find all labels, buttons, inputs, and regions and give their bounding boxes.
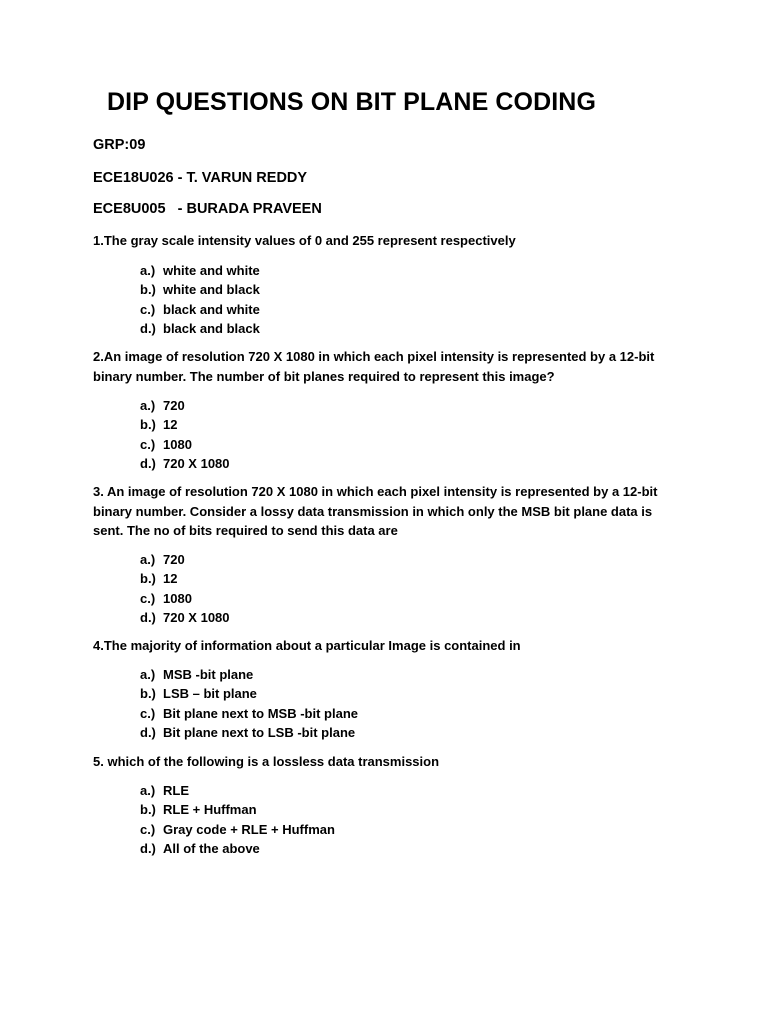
option-d — [140, 454, 230, 473]
option-a — [140, 665, 358, 684]
option-c — [140, 589, 230, 608]
option-a — [140, 261, 260, 280]
option-text: white and black — [163, 282, 260, 298]
question-4: 4.The majority of information about a particular Image is contained in — [93, 638, 521, 653]
question-2: 2.An image of resolution 720 X 1080 in which each pixel intensity is represented by a 12-bit binary number. The number of bit planes required to represent this image? — [93, 349, 655, 384]
option-letter: a.) — [140, 552, 156, 567]
option-letter: b.) — [140, 282, 156, 298]
option-letter: b.) — [140, 802, 156, 818]
option-letter: c.) — [140, 301, 156, 317]
option-letter: d.) — [140, 840, 156, 856]
option-letter: d.) — [140, 724, 156, 740]
option-text: 720 — [163, 552, 185, 567]
option-letter: d.) — [140, 320, 156, 336]
option-letter: b.) — [140, 571, 156, 587]
option-text: LSB – bit plane — [163, 686, 257, 702]
option-letter: b.) — [140, 417, 156, 433]
group-number: GRP:09 — [93, 137, 146, 153]
option-d — [140, 319, 260, 338]
option-text: MSB -bit plane — [163, 667, 254, 682]
option-letter: b.) — [140, 686, 156, 702]
question-3: 3. An image of resolution 720 X 1080 in which each pixel intensity is represented by a 12-bit binary number. Consider a lossy data transmission in which only the MSB bit plane data is sent. The no of bits required to send this data are — [93, 484, 658, 538]
option-letter: a.) — [140, 263, 156, 278]
document-title: DIP QUESTIONS ON BIT PLANE CODING — [107, 88, 596, 116]
option-letter: a.) — [140, 398, 156, 413]
option-text: Bit plane next to MSB -bit plane — [163, 705, 359, 721]
option-d — [140, 608, 230, 627]
option-text: 720 X 1080 — [163, 609, 230, 625]
option-c — [140, 820, 335, 839]
question-4-options — [140, 665, 358, 742]
question-3-options — [140, 550, 230, 627]
question-1: 1.The gray scale intensity values of 0 and 255 represent respectively — [93, 233, 516, 248]
option-a — [140, 550, 230, 569]
option-b — [140, 684, 358, 703]
option-letter: c.) — [140, 590, 156, 606]
option-b — [140, 569, 230, 588]
option-letter: a.) — [140, 783, 156, 798]
option-letter: c.) — [140, 821, 156, 837]
member-1: ECE18U026 - T. VARUN REDDY — [93, 170, 308, 186]
option-text: 720 — [163, 398, 185, 413]
option-text: 1080 — [163, 590, 192, 606]
option-text: white and white — [163, 263, 260, 278]
option-text: 12 — [163, 571, 178, 587]
question-5: 5. which of the following is a lossless data transmission — [93, 754, 440, 769]
option-d — [140, 839, 335, 858]
option-c — [140, 300, 260, 319]
option-d — [140, 723, 358, 742]
option-a — [140, 781, 335, 800]
question-2-options — [140, 396, 230, 473]
option-b — [140, 280, 260, 299]
option-letter: d.) — [140, 609, 156, 625]
option-b — [140, 800, 335, 819]
option-text: 1080 — [163, 436, 192, 452]
option-b — [140, 415, 230, 434]
option-a — [140, 396, 230, 415]
option-text: Bit plane next to LSB -bit plane — [163, 724, 356, 740]
question-5-options — [140, 781, 335, 858]
option-text: Gray code + RLE + Huffman — [163, 821, 335, 837]
option-text: All of the above — [163, 840, 260, 856]
question-1-options — [140, 261, 260, 338]
option-c — [140, 704, 358, 723]
option-text: RLE + Huffman — [163, 802, 257, 818]
member-2: ECE8U005 - BURADA PRAVEEN — [93, 201, 322, 217]
option-letter: a.) — [140, 667, 156, 682]
option-text: RLE — [163, 783, 189, 798]
option-text: black and black — [163, 320, 260, 336]
option-letter: c.) — [140, 436, 156, 452]
option-letter: c.) — [140, 705, 156, 721]
option-letter: d.) — [140, 455, 156, 471]
option-text: 720 X 1080 — [163, 455, 230, 471]
option-text: 12 — [163, 417, 178, 433]
option-text: black and white — [163, 301, 260, 317]
option-c — [140, 435, 230, 454]
